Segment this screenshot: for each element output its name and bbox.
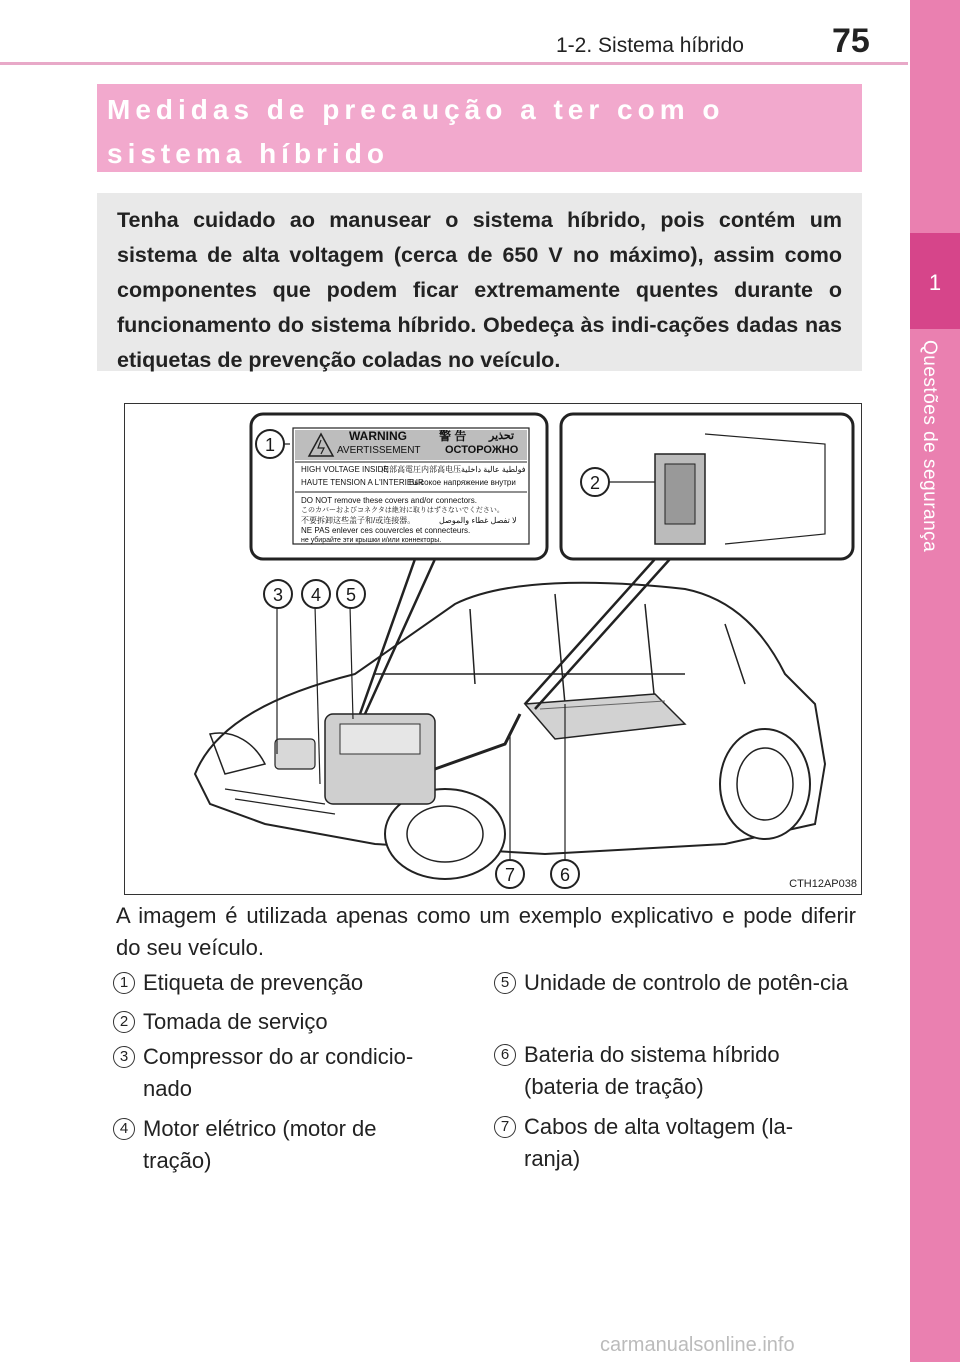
legend-text: Bateria do sistema híbrido (bateria de tração)	[524, 1042, 780, 1099]
legend-item	[113, 967, 473, 1003]
legend-item	[113, 1041, 473, 1111]
legend-number: 1	[113, 972, 135, 994]
legend-item	[494, 1039, 854, 1109]
intro-paragraph: Tenha cuidado ao manusear o sistema híbrido, pois contém um sistema de alta voltagem (cerca de 650 V no máximo), assim como componentes que podem ficar extremamente quentes durante o funcionamento do sistema híbrido. Obedeça às indi-cações dadas nas etiquetas de prevenção coladas no veículo.	[97, 193, 862, 371]
legend-number: 6	[494, 1044, 516, 1066]
callout-4: 4	[301, 579, 331, 609]
footer-watermark[interactable]: carmanualsonline.info	[600, 1334, 795, 1356]
figure-caption: A imagem é utilizada apenas como um exemplo explicativo e pode diferir do seu veículo.	[116, 903, 856, 960]
figure-code: CTH12AP038	[789, 878, 857, 890]
legend-item	[113, 1113, 473, 1183]
legend-text: Unidade de controlo de potên-cia	[524, 970, 849, 995]
chapter-number: 1	[928, 270, 942, 295]
page-number: 75	[832, 22, 870, 60]
legend-text: Motor elétrico (motor de tração)	[143, 1116, 377, 1173]
legend-number: 7	[494, 1116, 516, 1138]
legend-number: 5	[494, 972, 516, 994]
hybrid-system-illustration	[124, 403, 862, 895]
legend-number: 4	[113, 1118, 135, 1140]
legend-number: 3	[113, 1046, 135, 1068]
legend-number: 2	[113, 1011, 135, 1033]
callout-7: 7	[495, 859, 525, 889]
header-divider	[0, 62, 908, 65]
legend-text: Tomada de serviço	[143, 1009, 328, 1034]
legend-text: Cabos de alta voltagem (la-ranja)	[524, 1114, 794, 1171]
callout-2: 2	[580, 467, 610, 497]
page-title: Medidas de precaução a ter com o sistema híbrido	[97, 84, 862, 172]
chapter-label: Questões de segurança	[919, 340, 940, 553]
callout-3: 3	[263, 579, 293, 609]
legend-item	[494, 967, 854, 1037]
section-title: 1-2. Sistema híbrido	[556, 34, 744, 57]
legend-item	[494, 1111, 854, 1181]
legend-item	[113, 1006, 473, 1042]
legend-text: Etiqueta de prevenção	[143, 970, 364, 995]
chapter-side-tab	[910, 0, 960, 1362]
warning-label-text: WARNING 警 告 تحذير AVERTISSEMENT ОСТОРОЖНО HIGH VOLTAGE INSIDE 内部高電圧 内部高电压 فولطية عالية داخلية HAUTE TENSION A L'INTERIEUR Высокое напряжение внутри DO NOT remove these covers and/or connectors. このカバーおよびコネクタは絶対に取りはずさないでください。 不要拆卸这些盖子和/或连接器。 لا تفصل غطاء والموصل NE PAS enlever ces couvercles et connecteurs. не убирайте эти крышки и/или коннекторы.	[301, 430, 526, 544]
callout-5: 5	[336, 579, 366, 609]
callout-1: 1	[255, 429, 285, 459]
callout-6: 6	[550, 859, 580, 889]
legend-text: Compressor do ar condicio-nado	[143, 1044, 414, 1101]
